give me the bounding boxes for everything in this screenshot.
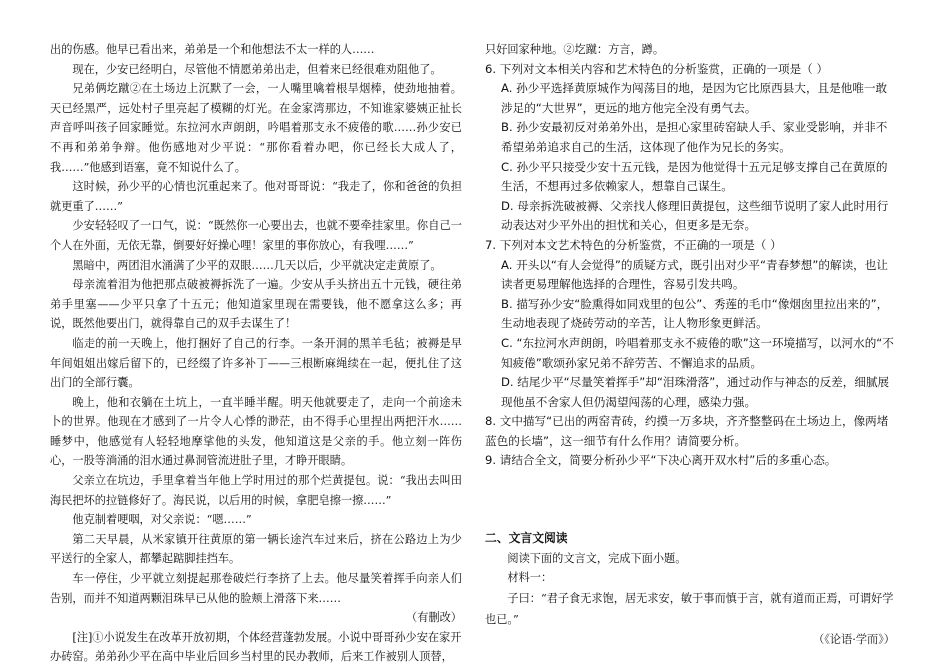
story-paragraph: 少安轻轻叹了一口气，说：“既然你一心要出去，也就不要牵挂家里。你自己一个人在外面，无依无靠，倒要好好操心哩！家里的事你放心，有我哩……” xyxy=(50,219,462,252)
story-paragraph: 父亲立在坑边，手里拿着当年他上学时用过的那个烂黄提包。说：“我出去叫田海民把坏的拉链修好了。海民说，以后用的时候，拿肥皂擦一擦……” xyxy=(50,474,462,507)
question-8-stem: 8. 文中描写“已出的两窑青砖，约摸一万多块，齐齐整整码在土场边上，像两堵蓝色的长墙”，这一细节有什么作用？请简要分析。 xyxy=(485,414,889,448)
question-6-option-a: A. 孙少平选择黄原城作为闯荡目的地，是因为它比原西县大，且是他唯一敢涉足的“大世界”，更远的地方他完全没有勇气去。 xyxy=(501,81,888,115)
question-7-option-a: A. 开头以“有人会觉得”的质疑方式，既引出对少平“青春梦想”的解读，也让读者更易理解他选择的合理性，容易引发共鸣。 xyxy=(501,257,888,292)
story-paragraph: 第二天早晨，从米家镇开往黄原的第一辆长途汽车过来后，挤在公路边上为少平送行的全家人，都攀起踮脚挂挡车。 xyxy=(50,532,462,566)
left-column xyxy=(50,40,462,667)
footnote-continuation: 只好回家种地。②圪蹴：方言，蹲。 xyxy=(485,43,665,56)
story-paragraph: 兄弟俩圪蹴②在土场边上沉默了一会，一人嘴里噙着根旱烟棒，使劲地抽着。天已经黑严，远处村子里亮起了模糊的灯光。在金家湾那边，不知谁家婆姨正扯长声音呼叫孩子回家睡觉。东拉河水声朗朗，吟唱着那支永不疲倦的歌……孙少安已不再和弟弟争辩。他伤感地对少平说：“那你看着办吧，你已经长大成人了，我……”他感到语塞，竟不知说什么了。 xyxy=(50,82,462,174)
story-paragraph: 临走的前一天晚上，他打捆好了自己的行李。一条开洞的黑羊毛毡；被褥是早年间姐姐出嫁后留下的，已经缀了许多补丁——三根断麻绳续在一起，便扎住了这出门的全部行囊。 xyxy=(50,336,462,390)
question-6-option-c: C. 孙少平只接受少安十五元钱，是因为他觉得十五元足够支撑自己在黄原的生活，不想再过多依赖家人，想靠自己谋生。 xyxy=(501,159,888,194)
section-2-title: 二、文言文阅读 xyxy=(485,531,568,546)
answer-space xyxy=(485,471,895,529)
question-9-stem: 9. 请结合全文，简要分析孙少平“下决心离开双水村”后的多重心态。 xyxy=(485,453,837,468)
material-label: 材料一： xyxy=(507,571,553,585)
question-6-option-b: B. 孙少安最初反对弟弟外出，是担心家里砖窑缺人手、家业受影响，并非不希望弟弟追求自己的生活，这体现了他作为兄长的务实。 xyxy=(501,120,888,154)
story-paragraph: 他克制着哽咽，对父亲说：“嗯……” xyxy=(72,513,252,527)
question-6-option-d: D. 母亲拆洗破被褥、父亲找人修理旧黄提包，这些细节说明了家人此时用行动表达对少平外出的担忧和关心，但更多是无奈。 xyxy=(501,198,889,233)
story-paragraph: 出的伤感。他早已看出来，弟弟是一个和他想法不太一样的人…… xyxy=(50,43,375,56)
right-column xyxy=(485,40,895,649)
classical-quote: 子曰：“君子食无求饱，居无求安，敏于事而慎于言，就有道而正焉，可谓好学也已。” xyxy=(485,591,894,626)
story-paragraph: 黑暗中，两团泪水涌满了少平的双眼……几天以后，少平就决定走黄原了。 xyxy=(72,258,442,272)
section-2-instruction: 阅读下面的文言文，完成下面小题。 xyxy=(507,551,687,565)
story-paragraph: 母亲流着泪为他把那点破被褥拆洗了一遍。少安从手头挤出五十元钱，硬往弟弟手里塞——少平只拿了十五元；他知道家里现在需要钱，他不愿拿这么多；再说，既然他要出门，就得靠自己的双手去谋生了！ xyxy=(50,278,462,331)
story-source: （有删改） xyxy=(406,611,462,625)
question-7-option-b: B. 描写孙少安“脸熏得如同戏里的包公”、秀莲的毛巾“像烟囱里拉出来的”，生动地表现了烧砖劳动的辛苦，让人物形象更鲜活。 xyxy=(501,296,889,331)
classical-source: （《论语·学而》） xyxy=(813,632,895,646)
question-7-option-c: C. “东拉河水声朗朗，吟唱着那支永不疲倦的歌”这一环境描写，以河水的“不知疲倦”歌颂孙家兄弟不辞劳苦、不懈追求的品质。 xyxy=(501,335,894,370)
question-7-stem: 7. 下列对本文艺术特色的分析鉴赏，不正确的一项是（ ） xyxy=(485,237,782,252)
question-6-stem: 6. 下列对文本相关内容和艺术特色的分析鉴赏，正确的一项是（ ） xyxy=(485,61,829,76)
story-paragraph: 现在，少安已经明白，尽管他不情愿弟弟出走，但着来已经很难劝阻他了。 xyxy=(72,62,442,76)
story-paragraph: 车一停住，少平就立刻提起那卷破烂行李挤了上去。他尽量笑着挥手向亲人们告别，而并不知道两颗泪珠早已从他的脸颊上滑落下来…… xyxy=(50,572,462,605)
story-paragraph: 晚上，他和衣躺在土坑上，一直半睡半醒。明天他就要走了，走向一个前途未卜的世界。他现在才感到了一片令人心悸的渺茫，由不得手心里捏出两把汗水……睡梦中，他感觉有人轻轻地摩挲他的头发，他知道这是父亲的手。他立刻一阵伤心，一股等淌涌的泪水通过鼻洞管流进肚子里，才睁开眼睛。 xyxy=(50,395,462,468)
question-7-option-d: D. 结尾少平“尽量笑着挥手”却“泪珠滑落”，通过动作与神态的反差，细腻展现他虽不舍家人但仍渴望闯荡的心理，感染力强。 xyxy=(501,375,890,409)
story-paragraph: 这时候，孙少平的心情也沉重起来了。他对哥哥说：“我走了，你和爸爸的负担就更重了……” xyxy=(50,180,462,213)
story-footnote: [注]①小说发生在改革开放初期，个体经营蓬勃发展。小说中哥哥孙少安在家开办砖窑。弟弟孙少平在高中毕业后回乡当村里的民办教师，后来工作被别人顶替， xyxy=(50,630,462,664)
